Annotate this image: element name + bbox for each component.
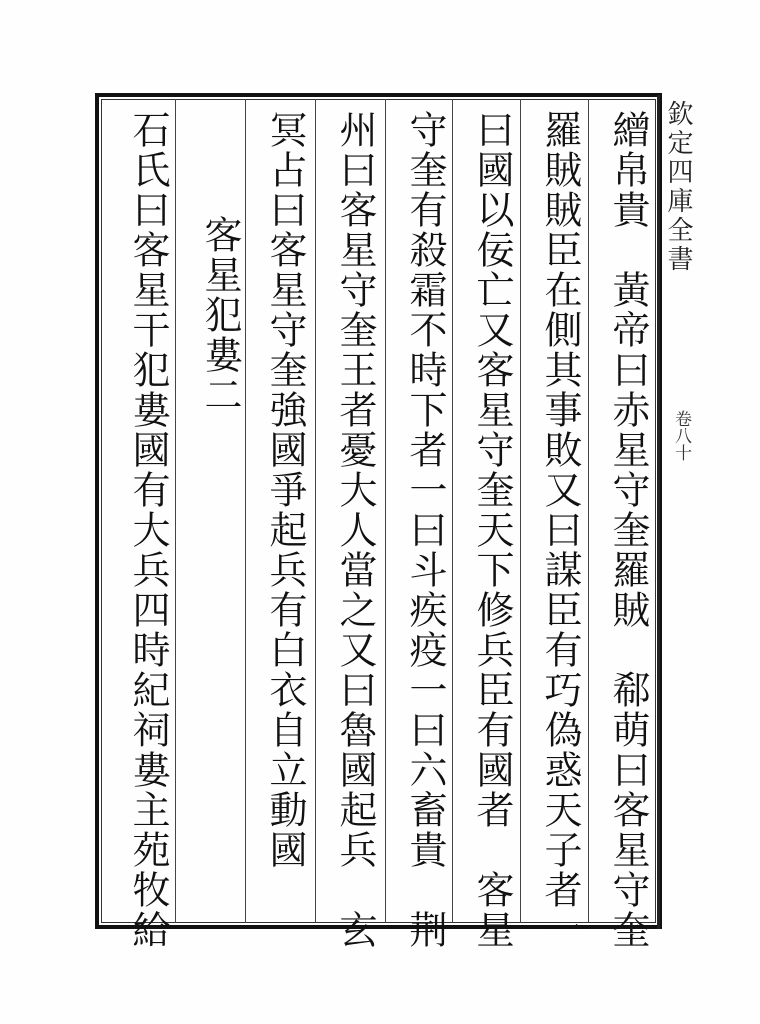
margin-book-title: 欽定四庫全書 bbox=[663, 100, 693, 274]
text-column-8: 石氏曰客星干犯婁國有大兵四時紀祠婁主苑牧給 bbox=[126, 110, 170, 950]
text-column-6: 冥占曰客星守奎強國爭起兵有白衣自立動國 bbox=[263, 110, 307, 870]
column-rule bbox=[315, 99, 316, 923]
margin-volume-label: 卷八十 bbox=[671, 410, 691, 461]
text-column-4: 守奎有殺霜不時下者一曰斗疾疫一曰六畜貴 荆 bbox=[403, 110, 447, 950]
text-column-1: 繒帛貴 黃帝曰赤星守奎羅賊 郗萌曰客星守奎 bbox=[606, 110, 650, 950]
section-heading: 客星犯婁二 bbox=[198, 215, 242, 415]
text-column-5: 州曰客星守奎王者憂大人當之又曰魯國起兵 玄 bbox=[333, 110, 377, 950]
text-column-2: 羅賊賊臣在側其事敗又曰謀臣有巧偽惑天子者一 bbox=[538, 110, 582, 950]
text-column-3: 曰國以佞亡又客星守奎天下修兵臣有國者 客星 bbox=[470, 110, 514, 950]
column-rule bbox=[385, 99, 386, 923]
